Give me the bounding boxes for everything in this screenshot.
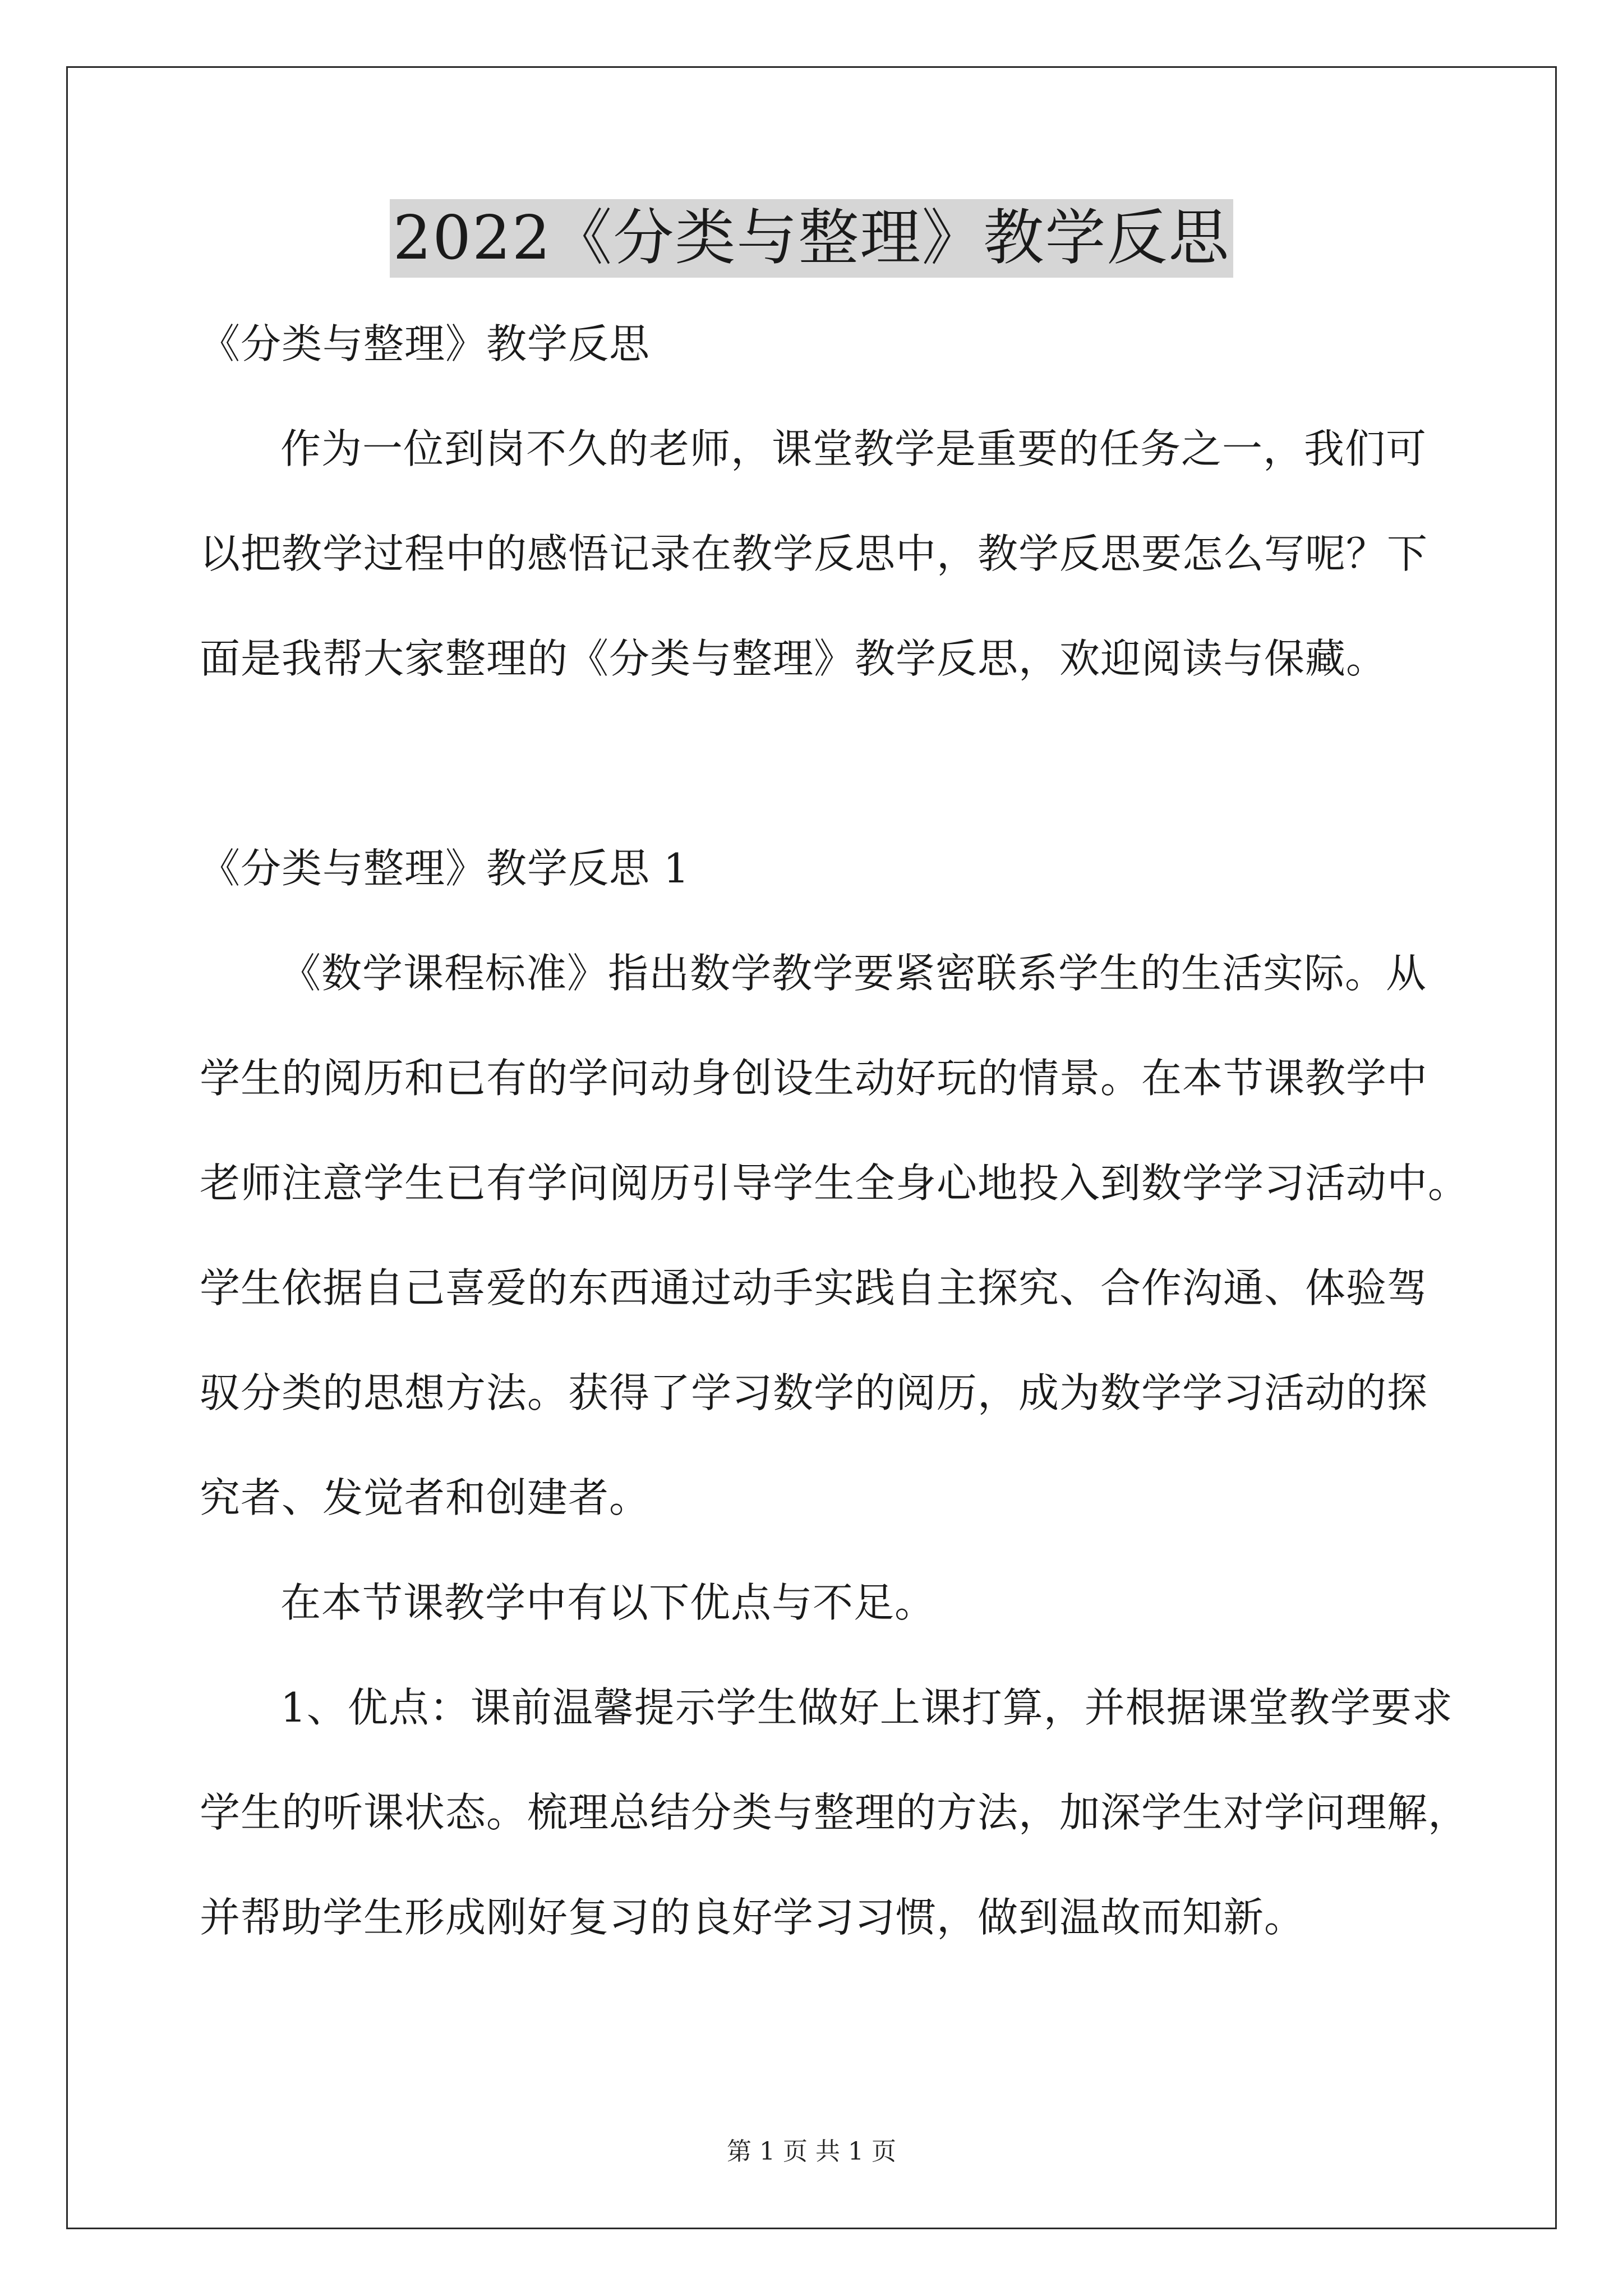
document-body (200, 292, 1467, 1970)
page-footer: 第 1 页 共 1 页 (727, 2137, 896, 2166)
paragraph-gap (200, 711, 1467, 816)
intro-line: 以把教学过程中的感悟记录在教学反思中，教学反思要怎么写呢？下 (200, 530, 1428, 577)
paragraph-line: 学生的听课状态。梳理总结分类与整理的方法，加深学生对学问理解， (200, 1789, 1469, 1836)
intro-line: 面是我帮大家整理的《分类与整理》教学反思，欢迎阅读与保藏。 (200, 635, 1387, 682)
paragraph-line: 在本节课教学中有以下优点与不足。 (280, 1579, 936, 1626)
document-title: 2022《分类与整理》教学反思 (390, 199, 1234, 278)
title-wrap (0, 199, 1623, 278)
paragraph-line: 并帮助学生形成刚好复习的良好学习习惯，做到温故而知新。 (200, 1894, 1306, 1941)
paragraph-line: 1、优点：课前温馨提示学生做好上课打算，并根据课堂教学要求 (280, 1684, 1453, 1731)
paragraph-line: 究者、发觉者和创建者。 (200, 1474, 651, 1521)
section-heading: 《分类与整理》教学反思 1 (200, 845, 690, 892)
intro-line: 作为一位到岗不久的老师，课堂教学是重要的任务之一，我们可 (280, 425, 1427, 472)
paragraph-line: 学生的阅历和已有的学问动身创设生动好玩的情景。在本节课教学中 (200, 1055, 1428, 1102)
paragraph-line: 学生依据自己喜爱的东西通过动手实践自主探究、合作沟通、体验驾 (200, 1264, 1428, 1312)
paragraph-line: 《数学课程标准》指出数学教学要紧密联系学生的生活实际。从 (280, 950, 1427, 997)
paragraph-line: 驭分类的思想方法。获得了学习数学的阅历，成为数学学习活动的探 (200, 1369, 1428, 1416)
paragraph-line: 老师注意学生已有学问阅历引导学生全身心地投入到数学学习活动中。 (200, 1159, 1469, 1207)
subtitle: 《分类与整理》教学反思 (200, 320, 651, 367)
